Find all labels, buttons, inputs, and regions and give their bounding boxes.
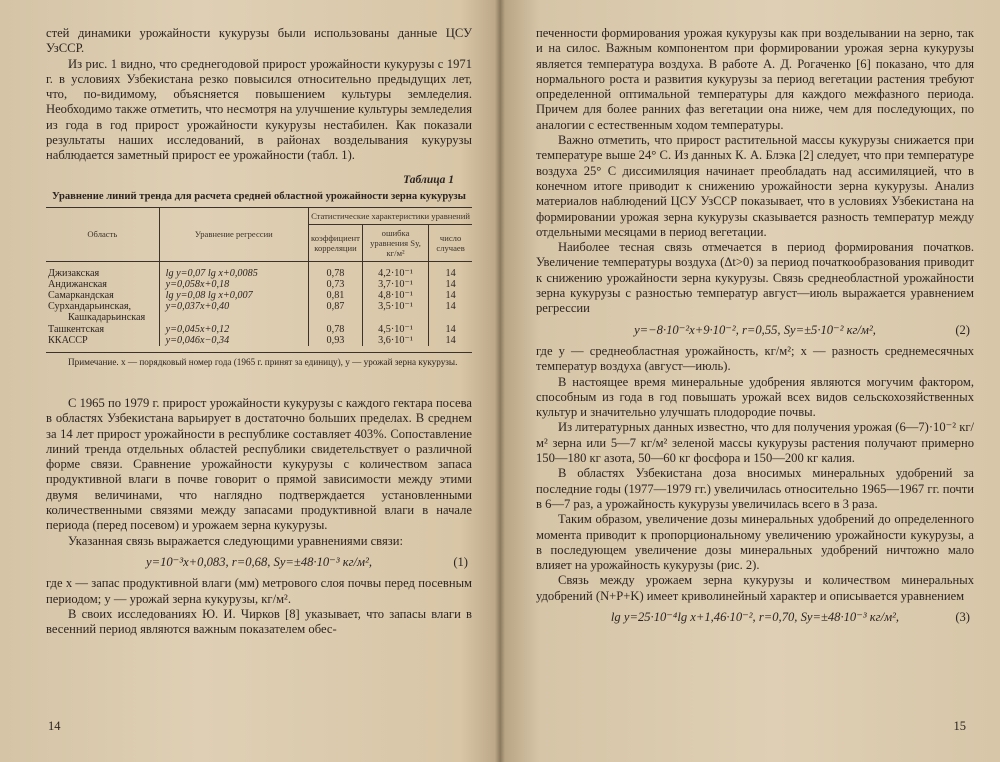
equation-1 — [46, 555, 472, 570]
right-page — [500, 0, 1000, 762]
equation-2 — [536, 323, 974, 338]
table-cell-correlation — [311, 312, 360, 323]
paragraph-figure: Из рис. 1 видно, что среднегодовой прирост урожайности кукурузы с 1971 г. в условиях Узбекистана резко повысился относительно предыдущих лет, что, по-видимому, объясняется повышением культуры земледелия. Необходимо также отметить, что несмотря на улучшение культуры земледелия из года в год прирост урожайности кукурузы нестабилен. Как показали результаты наших исследований, в районах возделывания кукурузы наблюдается заметный прирост ее урожайности (табл. 1). — [46, 56, 472, 163]
equation-2-number: (2) — [955, 322, 970, 337]
table-cell-equation: lg y=0,08 lg x+0,007 — [165, 290, 253, 302]
table-cell-equation: y=0,045x+0,12 — [165, 323, 230, 335]
table-cell-equation: lg y=0,07 lg x+0,0085 — [165, 267, 258, 279]
table-cell-cases: 14 — [445, 334, 456, 346]
table-cell-region: Андижанская — [48, 278, 107, 290]
header-correlation: коэффициент корреляции — [309, 224, 363, 261]
header-region: Область — [46, 207, 159, 261]
table-cell-cases — [431, 312, 470, 323]
table-cell-cases: 14 — [445, 290, 456, 302]
paragraph-9: Связь между урожаем зерна кукурузы и количеством минеральных удобрений (N+P+K) имеет криволинейный характер и описывается уравнением — [536, 573, 974, 603]
table-cell-region: Сурхандарьинская, — [48, 301, 132, 313]
correlation-column — [309, 261, 363, 346]
table-cell-error: 3,6·10⁻¹ — [378, 334, 413, 346]
paragraph-7: В областях Узбекистана доза вносимых минеральных удобрений за последние годы (1977—1979 гг.) увеличилась относительно 1965—1967 гг. почти в 6—7 раз, а урожайность кукурузы увеличилась всего в 3 раза. — [536, 466, 974, 511]
table-cell-correlation: 0,93 — [326, 334, 345, 346]
header-equation: Уравнение регрессии — [159, 207, 308, 261]
table-cell-correlation: 0,81 — [326, 290, 345, 302]
table-note: Примечание. x — порядковый номер года (1965 г. принят за единицу), y — урожай зерна кукурузы. — [46, 352, 472, 368]
equation-1-number: (1) — [453, 554, 468, 569]
table-cell-region: Ташкентская — [48, 323, 105, 335]
header-stats: Статистические характеристики уравнений — [309, 207, 472, 224]
page-number-right: 15 — [953, 719, 966, 733]
table-cell-cases: 14 — [445, 267, 456, 279]
header-error: ошибка уравнения Sy, кг/м² — [362, 224, 428, 261]
table-cell-error: 4,5·10⁻¹ — [378, 323, 413, 335]
cases-column — [429, 261, 472, 346]
table-cell-cases: 14 — [445, 323, 456, 335]
table-cell-correlation: 0,73 — [326, 278, 345, 290]
table-cell-equation: y=0,037x+0,40 — [165, 301, 230, 313]
table-cell-region: Джизакская — [48, 267, 100, 279]
trend-table — [46, 207, 472, 346]
paragraph-6: Из литературных данных известно, что для получения урожая (6—7)·10⁻² кг/м² зерна или 5—7 кг/м² зеленой массы кукурузы растения получают примерно 150—180 кг азота, 50—60 кг фосфора и 150—200 кг калия. — [536, 420, 974, 466]
equation-3 — [536, 610, 974, 625]
paragraph-4: где y — среднеобластная урожайность, кг/м²; x — разность среднемесячных температур воздуха (август—июль). — [536, 343, 974, 374]
paragraph-5: В настоящее время минеральные удобрения являются могучим фактором, способным из года в год повышать урожай всех видов сельскохозяйственных культур и значительно улучшать плодородие почвы. — [536, 374, 974, 420]
table-cell-error: 3,7·10⁻¹ — [378, 278, 413, 290]
paragraph-top: стей динамики урожайности кукурузы были использованы данные ЦСУ УзССР. — [46, 26, 472, 56]
paragraph-where: где x — запас продуктивной влаги (мм) метрового слоя почвы перед посевным периодом; y — урожай зерна кукурузы, кг/м². — [46, 576, 472, 606]
paragraph-1965: С 1965 по 1979 г. прирост урожайности кукурузы с каждого гектара посева в областях Узбекистана варьирует в достаточно больших пределах. В среднем за 14 лет прирост урожайности в республике составляет 403%. Сопоставление линий тренда отдельных областей республики свидетельствует о различной форме связи. Сравнение урожайности кукурузы с количеством запаса продуктивной влаги в почве говорит о прямой зависимости между этими двумя величинами, что наглядно подтверждается установленными количественными связями между запасами продуктивной влаги в начале периода (перед посевом) и урожаем зерна кукурузы. — [46, 395, 472, 533]
equation-column — [159, 261, 308, 346]
table-cell-region: Кашкадарьинская — [68, 312, 146, 324]
paragraph-2: Важно отметить, что прирост растительной массы кукурузы снижается при температуре выше 24° С. Из данных К. А. Блэка [2] следует, что при температуре воздуха 25° С диссимиляция начинает преобладать над ассимиляцией, что в конечном итоге приводит к снижению урожайности зерна кукурузы. Анализ материалов наблюдений ЦСУ УзССР показывает, что в условиях Узбекистана на формировании урожая зерна кукурузы сказывается разность температур между отдельными месяцами в период вегетации. — [536, 133, 974, 239]
table-label: Таблица 1 — [403, 173, 454, 186]
spacer — [46, 368, 472, 396]
table-cell-cases: 14 — [445, 278, 456, 290]
table-cell-equation — [166, 312, 306, 323]
table-cell-error: 4,8·10⁻¹ — [378, 290, 413, 302]
table-title: Уравнение линий тренда для расчета средней областной урожайности зерна кукурузы — [52, 190, 466, 202]
page-number-left: 14 — [48, 719, 61, 733]
table-cell-error: 3,5·10⁻¹ — [378, 301, 413, 313]
table-cell-cases: 14 — [445, 301, 456, 313]
paragraph-1: печенности формирования урожая кукурузы как при возделывании на зерно, так и на силос. Важным компонентом при формировании урожая зерна кукурузы является температура воздуха. В работе А. Д. Рогаченко [6] показано, что для нормального роста и развития кукурузы за период вегетации растения требуют определенной оптимальной температуры для каждого межфазного периода. Причем для более ранних фаз вегетации она ниже, чем для последующих, по аналогии с естественным ходом температуры. — [536, 26, 974, 132]
paragraph-8: Таким образом, увеличение дозы минеральных удобрений до определенного момента приводит к пропорциональному увеличению урожайности кукурузы, а в последующем увеличение дозы минеральных удобрений ничтожно мало влияет на урожайность кукурузы (рис. 2). — [536, 512, 974, 573]
table-cell-correlation: 0,78 — [326, 267, 345, 279]
table-cell-correlation: 0,78 — [326, 323, 345, 335]
paragraph-chirkov: В своих исследованиях Ю. И. Чирков [8] указывает, что запасы влаги в весенний период являются важным показателем обес- — [46, 606, 472, 637]
table-cell-region: Самаркандская — [48, 290, 114, 302]
book-gutter — [495, 0, 505, 762]
table-cell-equation: y=0,058x+0,18 — [165, 278, 230, 290]
equation-3-number: (3) — [955, 609, 970, 624]
equation-2-text: y=−8·10⁻²x+9·10⁻², r=0,55, Sy=±5·10⁻² кг/м², — [634, 322, 876, 337]
equation-3-text: lg y=25·10⁻⁴lg x+1,46·10⁻², r=0,70, Sy=±48·10⁻³ кг/м², — [610, 609, 900, 624]
table-cell-equation: y=0,046x−0,34 — [165, 334, 230, 346]
table-cell-correlation: 0,87 — [326, 301, 345, 313]
table-cell-error — [365, 312, 426, 323]
region-column — [46, 261, 159, 346]
paragraph-equation-intro: Указанная связь выражается следующими уравнениями связи: — [68, 533, 403, 548]
header-cases: число случаев — [429, 224, 472, 261]
table-cell-error: 4,2·10⁻¹ — [378, 267, 413, 279]
table-cell-region: ККАССР — [48, 334, 88, 346]
error-column — [362, 261, 428, 346]
equation-1-text: y=10⁻³x+0,083, r=0,68, Sy=±48·10⁻³ кг/м², — [145, 554, 373, 569]
paragraph-3: Наиболее тесная связь отмечается в период формирования початков. Увеличение температуры воздуха (Δt>0) за период початкообразования приводит к снижению урожайности зерна кукурузы. Связь среднеобластной урожайности зерна кукурузы с разностью температур август—июль выражается уравнением регрессии — [536, 240, 974, 316]
